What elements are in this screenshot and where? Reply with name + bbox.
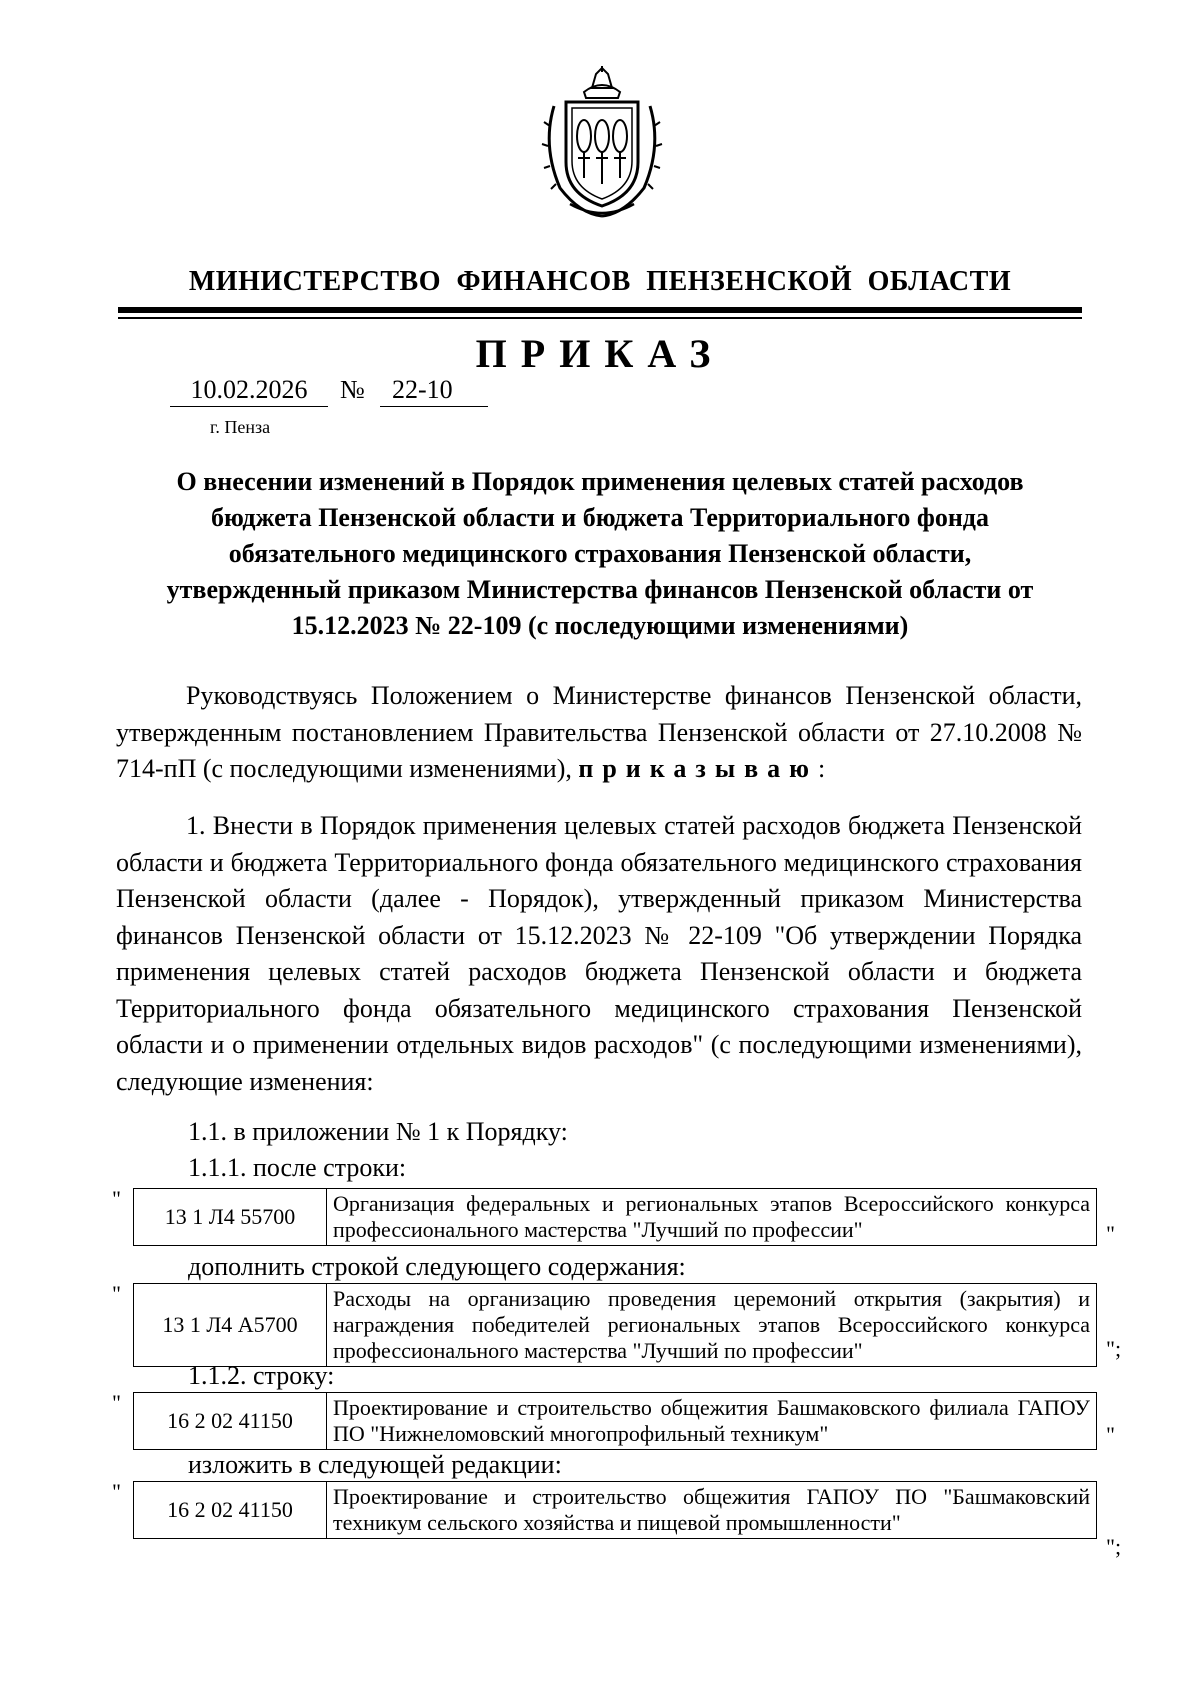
description-cell: Проектирование и строительство общежития Башмаковского филиала ГАПОУ ПО "Нижнеломовский многопрофильный техникум" [327,1393,1097,1450]
coat-of-arms-emblem [540,66,664,218]
code-row-table [133,1392,1097,1450]
table-row [134,1284,1097,1367]
code-cell: 13 1 Л4 55700 [134,1189,327,1246]
close-quote: " [1106,1221,1115,1246]
code-cell: 16 2 02 41150 [134,1482,327,1539]
subject-line: утвержденный приказом Министерства финансов Пензенской области от [166,575,1034,604]
subject-line: 15.12.2023 № 22-109 (с последующими изменениями) [291,611,909,640]
code-cell: 16 2 02 41150 [134,1393,327,1450]
preamble-end: : [818,754,826,783]
item-1-1-1: 1.1.1. после строки: [188,1153,407,1182]
table-row [134,1393,1097,1450]
description-cell: Проектирование и строительство общежития ГАПОУ ПО "Башмаковский техникум сельского хозяйства и пищевой промышленности" [327,1482,1097,1539]
restate-label: изложить в следующей редакции: [188,1450,562,1479]
item-1-1-2: 1.1.2. строку: [188,1361,335,1390]
table-row [134,1482,1097,1539]
preamble-paragraph [116,678,1082,788]
close-quote: " [1106,1422,1115,1447]
code-cell: 13 1 Л4 А5700 [134,1284,327,1367]
open-quote: " [112,1281,121,1306]
number-sign: № [340,375,365,404]
order-subject [118,464,1082,644]
order-verb: приказываю [578,754,819,783]
close-quote: "; [1106,1534,1122,1559]
header-rule-thin [118,317,1082,319]
subject-line: бюджета Пензенской области и бюджета Территориального фонда [211,503,989,532]
supplement-label: дополнить строкой следующего содержания: [188,1252,686,1281]
item-1-1: 1.1. в приложении № 1 к Порядку: [188,1117,568,1146]
order-date: 10.02.2026 [170,374,328,407]
header-rule-thick [118,307,1082,313]
preamble-text: Руководствуясь Положением о Министерстве финансов Пензенской области, утвержденным постановлением Правительства Пензенской области от 27.10.2008 № 714-пП (с последующими изменениями), [116,681,1082,783]
open-quote: " [112,1186,121,1211]
code-row-table [133,1481,1097,1539]
description-cell: Расходы на организацию проведения церемоний открытия (закрытия) и награждения победителей региональных этапов Всероссийского конкурса профессионального мастерства "Лучший по профессии" [327,1284,1097,1367]
order-title: ПРИКАЗ [475,331,725,376]
table-row [134,1189,1097,1246]
order-number: 22-10 [380,374,488,407]
ministry-name: МИНИСТЕРСТВО ФИНАНСОВ ПЕНЗЕНСКОЙ ОБЛАСТИ [188,266,1012,297]
open-quote: " [112,1390,121,1415]
subject-line: обязательного медицинского страхования Пензенской области, [228,539,972,568]
subject-line: О внесении изменений в Порядок применения целевых статей расходов [176,467,1024,496]
close-quote: "; [1106,1336,1122,1361]
item-1-paragraph: 1. Внести в Порядок применения целевых статей расходов бюджета Пензенской области и бюджета Территориального фонда обязательного медицинского страхования Пензенской области (далее - Порядок), утвержденный приказом Министерства финансов Пензенской области от 15.12.2023 № 22-109 "Об утверждении Порядка применения целевых статей расходов бюджета Пензенской области и бюджета Территориального фонда обязательного медицинского страхования Пензенской области и о применении отдельных видов расходов" (с последующими изменениями), следующие изменения: [116,811,1082,1096]
description-cell: Организация федеральных и региональных этапов Всероссийского конкурса профессионального мастерства "Лучший по профессии" [327,1189,1097,1246]
city-label: г. Пенза [210,417,271,437]
open-quote: " [112,1479,121,1504]
code-row-table [133,1283,1097,1367]
code-row-table [133,1188,1097,1246]
